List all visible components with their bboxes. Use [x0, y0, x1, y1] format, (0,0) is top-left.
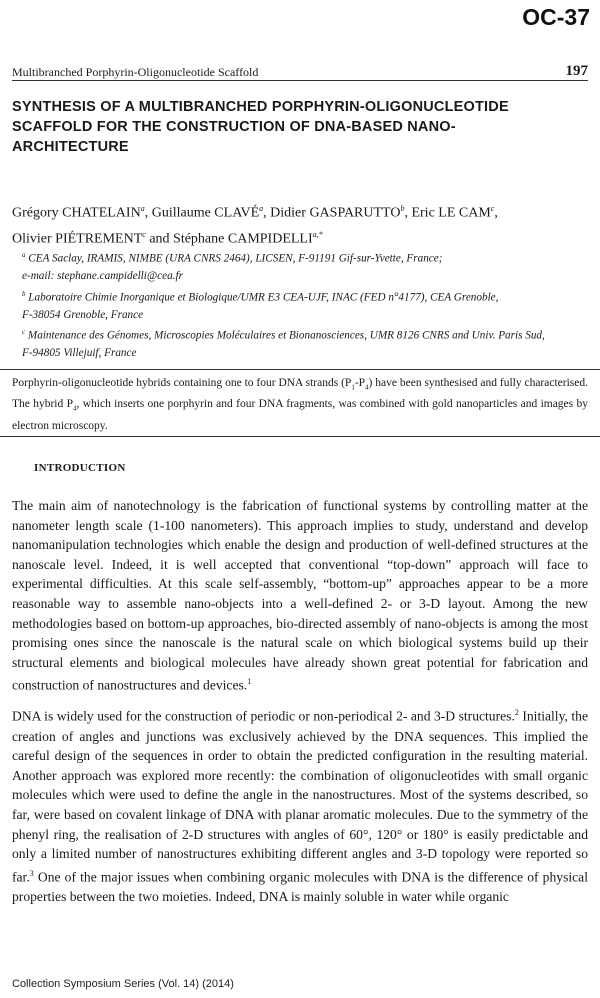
author-separator: , [494, 205, 498, 221]
running-header [12, 60, 588, 81]
paragraph-text: One of the major issues when combining organic molecules with DNA is the difference of physical properties between the two moieties. Indeed, DNA is mainly soluble in water while organic [12, 869, 588, 904]
affil-mark: a [22, 251, 26, 259]
affil-line: CEA Saclay, IRAMIS, NIMBE (URA CNRS 2464), LICSEN, F-91191 Gif-sur-Yvette, France; [28, 252, 443, 265]
author: Olivier PIÉTREMENT [12, 231, 143, 247]
affil-line: F-38054 Grenoble, France [22, 308, 144, 321]
paragraph [12, 703, 588, 906]
author-separator: , [144, 205, 152, 221]
abstract-code: OC-37 [522, 4, 590, 30]
footer: Collection Symposium Series (Vol. 14) (2014) [12, 978, 234, 990]
paper-title: SYNTHESIS OF A MULTIBRANCHED PORPHYRIN-OLIGONUCLEOTIDE SCAFFOLD FOR THE CONSTRUCTION OF DNA-BASED NANO-ARCHITECTURE [12, 99, 509, 155]
author-affil-mark: a [259, 204, 264, 213]
author-list [12, 198, 588, 249]
affiliation-b [22, 286, 588, 325]
paragraph [12, 496, 588, 695]
abstract [12, 375, 588, 435]
affil-mark: c [22, 328, 26, 337]
author-separator: , [263, 205, 271, 221]
affil-email: e-mail: stephane.campidelli@cea.fr [22, 270, 183, 283]
body-text [12, 496, 588, 914]
paragraph-text: The main aim of nanotechnology is the fabrication of functional systems by controlling matter at the nanometer length scale (1-100 nanometers). This approach implies to study, understand and develop nanomanipulation technologies which enable the design and production of well-defined structures at the nanoscale level. Indeed, it is well accepted that conventional “top-down” approach will face to experimental difficulties. At this scale self-assembly, “bottom-up” approaches appear to be a more reasonable way to assemble nano-objects into a well-defined 2- or 3-D layout. Among the new methodologies based on bottom-up approaches, bio-directed assembly of nano-objects is among the most promising ones since the nanoscale is the natural scale on which biological systems build up their structural elements and biological molecules have already shown great potential for fabrication and construction of nanostructures and devices. [12, 498, 588, 693]
section-heading-introduction: INTRODUCTION [34, 462, 126, 474]
author: Didier GASPARUTTO [270, 205, 401, 221]
paragraph-text: DNA is widely used for the construction of periodic or non-periodical 2- and 3-D structures. [12, 709, 515, 724]
author-affil-mark: a [140, 204, 145, 213]
author-affil-mark: c [142, 229, 146, 239]
abstract-text: , which inserts one porphyrin and four DNA fragments, was combined with gold nanoparticles and images by electron microscopy. [12, 398, 588, 432]
affil-line: Maintenance des Génomes, Microscopies Moléculaires et Bionanosciences, UMR 8126 CNRS and Univ. Paris Sud, [27, 329, 545, 342]
affiliation-c [22, 324, 588, 363]
abstract-sub: 1 [351, 383, 355, 392]
citation: 1 [247, 677, 252, 687]
abstract-text: Porphyrin-oligonucleotide hybrids containing one to four DNA strands (P [12, 377, 352, 389]
citation: 3 [29, 868, 34, 878]
author-separator: , [404, 205, 412, 221]
author: Guillaume CLAVÉ [151, 205, 260, 221]
abstract-text: -P [354, 377, 366, 389]
affiliations [22, 247, 588, 363]
running-title: Multibranched Porphyrin-Oligonucleotide Scaffold [12, 65, 259, 79]
author: Grégory CHATELAIN [12, 205, 141, 221]
abstract-sub: 4 [365, 383, 369, 392]
author-affil-mark: b [400, 204, 405, 213]
affiliation-a [22, 247, 588, 286]
author-separator: and [145, 231, 174, 247]
affil-line: Laboratoire Chimie Inorganique et Biologique/UMR E3 CEA-UJF, INAC (FED n°4177), CEA Grenoble, [28, 291, 499, 304]
author-affil-mark: c [490, 204, 495, 213]
affil-line: F-94805 Villejuif, France [22, 347, 137, 360]
affil-mark: b [22, 289, 26, 298]
abstract-sub: 4 [73, 404, 77, 413]
author: Eric LE CAM [411, 205, 491, 221]
paragraph-text: Initially, the creation of angles and junctions was exclusively achieved by the DNA sequences. This implied the careful design of the sequences in order to obtain the predicted configuration in the resulting material. Another approach was explored more recently: the combination of oligonucleotides with small organic molecules which were used to define the angle in the nanostructures. Most of the systems described, so far, were based on covalent linkage of DNA with planar aromatic molecules. Due to the symmetry of the phenyl ring, the realisation of 2-D structures with angles of 60°, 120° or 180° is easily predictable and only a limited number of nanostructures exhibiting different angles and 3-D topology were reported so far. [12, 709, 588, 885]
author: Stéphane CAMPIDELLI [173, 231, 313, 247]
page-number: 197 [565, 63, 588, 79]
author-affil-mark: a,* [312, 229, 323, 239]
citation: 2 [514, 708, 519, 718]
abstract-text: ) have been synthesised and fully characterised. The hybrid P [12, 377, 588, 411]
